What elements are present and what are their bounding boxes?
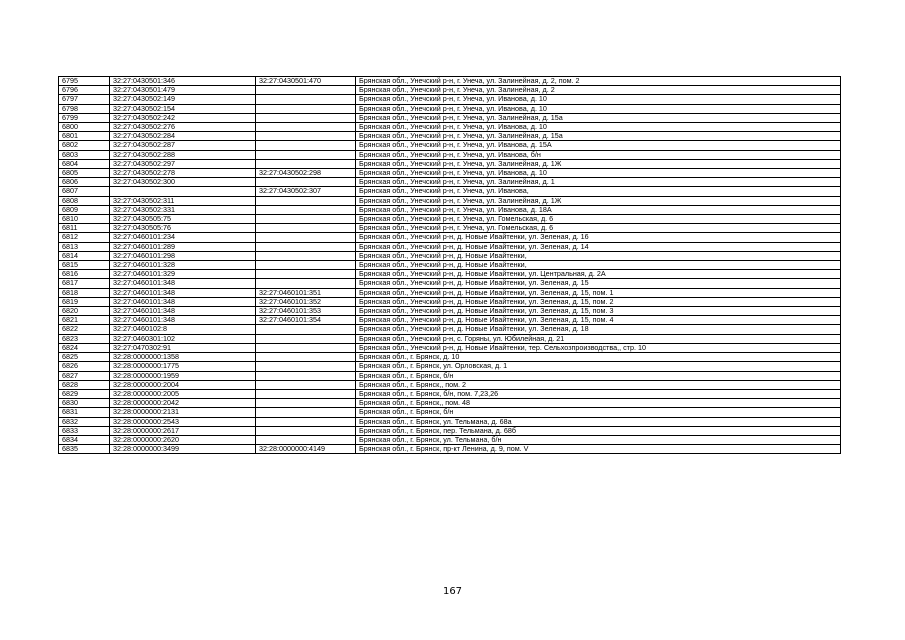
- row-number-cell: 6830: [59, 399, 110, 408]
- row-number-cell: 6822: [59, 325, 110, 334]
- row-number-cell: 6809: [59, 205, 110, 214]
- row-number-cell: 6815: [59, 261, 110, 270]
- address-cell: Брянская обл., Унечский р-н, д. Новые Ивайтенки, ул. Зеленая, д. 15: [356, 279, 841, 288]
- cadastral-number-cell: [110, 187, 256, 196]
- cadastral-number-cell: 32:27:0460101:328: [110, 261, 256, 270]
- row-number-cell: 6821: [59, 316, 110, 325]
- table-row: [59, 95, 841, 104]
- cadastral-number-cell: 32:28:0000000:2005: [110, 389, 256, 398]
- table-row: [59, 371, 841, 380]
- cadastral-number-cell: 32:28:0000000:2620: [110, 435, 256, 444]
- parent-cadastral-cell: [256, 261, 356, 270]
- address-cell: Брянская обл., г. Брянск,, пом. 48: [356, 399, 841, 408]
- cadastral-number-cell: 32:27:0430501:479: [110, 86, 256, 95]
- cadastral-number-cell: 32:27:0470302:91: [110, 343, 256, 352]
- row-number-cell: 6802: [59, 141, 110, 150]
- parent-cadastral-cell: [256, 362, 356, 371]
- table-row: [59, 233, 841, 242]
- row-number-cell: 6799: [59, 113, 110, 122]
- cadastral-number-cell: 32:27:0430502:242: [110, 113, 256, 122]
- parent-cadastral-cell: [256, 178, 356, 187]
- address-cell: Брянская обл., Унечский р-н, г. Унеча, ул. Иванова, д. 18А: [356, 205, 841, 214]
- address-cell: Брянская обл., г. Брянск, б/н, пом. 7,23,26: [356, 389, 841, 398]
- address-cell: Брянская обл., Унечский р-н, г. Унеча, ул. Иванова, д. 15А: [356, 141, 841, 150]
- address-cell: Брянская обл., г. Брянск,, пом. 2: [356, 380, 841, 389]
- table-row: [59, 141, 841, 150]
- row-number-cell: 6798: [59, 104, 110, 113]
- address-cell: Брянская обл., Унечский р-н, г. Унеча, ул. Иванова, д. 10: [356, 169, 841, 178]
- address-cell: Брянская обл., Унечский р-н, г. Унеча, ул. Иванова,: [356, 187, 841, 196]
- cadastral-number-cell: 32:27:0460101:348: [110, 297, 256, 306]
- parent-cadastral-cell: [256, 113, 356, 122]
- table-row: [59, 325, 841, 334]
- address-cell: Брянская обл., Унечский р-н, д. Новые Ивайтенки, ул. Зеленая, д. 15, пом. 1: [356, 288, 841, 297]
- parent-cadastral-cell: [256, 95, 356, 104]
- table-row: [59, 77, 841, 86]
- table-row: [59, 288, 841, 297]
- cadastral-number-cell: 32:27:0430505:75: [110, 215, 256, 224]
- cadastral-number-cell: 32:27:0430502:331: [110, 205, 256, 214]
- address-cell: Брянская обл., Унечский р-н, г. Унеча, ул. Залинейная, д. 2, пом. 2: [356, 77, 841, 86]
- table-row: [59, 132, 841, 141]
- cadastral-number-cell: 32:28:0000000:2617: [110, 426, 256, 435]
- parent-cadastral-cell: [256, 371, 356, 380]
- parent-cadastral-cell: [256, 325, 356, 334]
- parent-cadastral-cell: [256, 205, 356, 214]
- table-row: [59, 123, 841, 132]
- parent-cadastral-cell: [256, 270, 356, 279]
- address-cell: Брянская обл., Унечский р-н, г. Унеча, ул. Залинейная, д. 15а: [356, 132, 841, 141]
- row-number-cell: 6827: [59, 371, 110, 380]
- row-number-cell: 6818: [59, 288, 110, 297]
- address-cell: Брянская обл., Унечский р-н, д. Новые Ивайтенки, ул. Зеленая, д. 15, пом. 4: [356, 316, 841, 325]
- row-number-cell: 6800: [59, 123, 110, 132]
- cadastral-number-cell: 32:27:0460101:234: [110, 233, 256, 242]
- table-row: [59, 343, 841, 352]
- address-cell: Брянская обл., г. Брянск, ул. Тельмана, д. 68а: [356, 417, 841, 426]
- address-cell: Брянская обл., г. Брянск, б/н: [356, 371, 841, 380]
- cadastral-number-cell: 32:27:0460102:8: [110, 325, 256, 334]
- parent-cadastral-cell: [256, 159, 356, 168]
- cadastral-number-cell: 32:28:0000000:1959: [110, 371, 256, 380]
- table-row: [59, 224, 841, 233]
- row-number-cell: 6831: [59, 408, 110, 417]
- address-cell: Брянская обл., Унечский р-н, г. Унеча, ул. Иванова, д. 10: [356, 123, 841, 132]
- row-number-cell: 6825: [59, 353, 110, 362]
- table-row: [59, 435, 841, 444]
- row-number-cell: 6805: [59, 169, 110, 178]
- cadastral-number-cell: 32:27:0460101:348: [110, 307, 256, 316]
- table-row: [59, 297, 841, 306]
- address-cell: Брянская обл., Унечский р-н, д. Новые Ивайтенки,: [356, 261, 841, 270]
- table-row: [59, 307, 841, 316]
- row-number-cell: 6807: [59, 187, 110, 196]
- parent-cadastral-cell: [256, 279, 356, 288]
- address-cell: Брянская обл., Унечский р-н, г. Унеча, ул. Залинейная, д. 2: [356, 86, 841, 95]
- row-number-cell: 6829: [59, 389, 110, 398]
- table-row: [59, 380, 841, 389]
- row-number-cell: 6812: [59, 233, 110, 242]
- table-row: [59, 178, 841, 187]
- cadastral-number-cell: 32:27:0430502:276: [110, 123, 256, 132]
- row-number-cell: 6801: [59, 132, 110, 141]
- table-row: [59, 242, 841, 251]
- row-number-cell: 6795: [59, 77, 110, 86]
- parent-cadastral-cell: [256, 233, 356, 242]
- parent-cadastral-cell: 32:28:0000000:4149: [256, 445, 356, 454]
- parent-cadastral-cell: [256, 150, 356, 159]
- cadastral-number-cell: 32:27:0430501:346: [110, 77, 256, 86]
- cadastral-number-cell: 32:27:0430502:154: [110, 104, 256, 113]
- address-cell: Брянская обл., Унечский р-н, д. Новые Ивайтенки, ул. Зеленая, д. 14: [356, 242, 841, 251]
- parent-cadastral-cell: [256, 435, 356, 444]
- address-cell: Брянская обл., г. Брянск, пер. Тельмана, д. 68б: [356, 426, 841, 435]
- cadastral-number-cell: 32:27:0430502:284: [110, 132, 256, 141]
- table-row: [59, 205, 841, 214]
- cadastral-number-cell: 32:28:0000000:2042: [110, 399, 256, 408]
- row-number-cell: 6826: [59, 362, 110, 371]
- table-row: [59, 113, 841, 122]
- table-row: [59, 408, 841, 417]
- cadastral-number-cell: 32:27:0430505:76: [110, 224, 256, 233]
- cadastral-number-cell: 32:28:0000000:1775: [110, 362, 256, 371]
- table-row: [59, 150, 841, 159]
- table-row: [59, 353, 841, 362]
- parent-cadastral-cell: 32:27:0430502:298: [256, 169, 356, 178]
- address-cell: Брянская обл., Унечский р-н, с. Горяны, ул. Юбилейная, д. 21: [356, 334, 841, 343]
- parent-cadastral-cell: [256, 353, 356, 362]
- table-row: [59, 445, 841, 454]
- cadastral-number-cell: 32:27:0430502:300: [110, 178, 256, 187]
- parent-cadastral-cell: 32:27:0430501:470: [256, 77, 356, 86]
- row-number-cell: 6811: [59, 224, 110, 233]
- table-row: [59, 316, 841, 325]
- table-row: [59, 251, 841, 260]
- row-number-cell: 6835: [59, 445, 110, 454]
- row-number-cell: 6803: [59, 150, 110, 159]
- parent-cadastral-cell: [256, 426, 356, 435]
- cadastral-number-cell: 32:28:0000000:3499: [110, 445, 256, 454]
- table-row: [59, 362, 841, 371]
- parent-cadastral-cell: [256, 215, 356, 224]
- cadastral-number-cell: 32:28:0000000:1358: [110, 353, 256, 362]
- parent-cadastral-cell: 32:27:0460101:352: [256, 297, 356, 306]
- address-cell: Брянская обл., Унечский р-н, г. Унеча, ул. Иванова, б/н: [356, 150, 841, 159]
- parent-cadastral-cell: 32:27:0460101:354: [256, 316, 356, 325]
- address-cell: Брянская обл., Унечский р-н, д. Новые Ивайтенки, ул. Зеленая, д. 15, пом. 2: [356, 297, 841, 306]
- parent-cadastral-cell: 32:27:0460101:353: [256, 307, 356, 316]
- parent-cadastral-cell: [256, 343, 356, 352]
- cadastral-number-cell: 32:27:0460101:329: [110, 270, 256, 279]
- address-cell: Брянская обл., г. Брянск, д. 10: [356, 353, 841, 362]
- address-cell: Брянская обл., Унечский р-н, д. Новые Ивайтенки, ул. Зеленая, д. 16: [356, 233, 841, 242]
- cadastral-number-cell: 32:27:0460101:289: [110, 242, 256, 251]
- row-number-cell: 6806: [59, 178, 110, 187]
- table-row: [59, 187, 841, 196]
- table-body: [59, 77, 841, 454]
- parent-cadastral-cell: 32:27:0460101:351: [256, 288, 356, 297]
- cadastral-number-cell: 32:27:0460101:298: [110, 251, 256, 260]
- cadastral-number-cell: 32:27:0460301:102: [110, 334, 256, 343]
- row-number-cell: 6808: [59, 196, 110, 205]
- address-cell: Брянская обл., Унечский р-н, г. Унеча, ул. Залинейная, д. 1Ж: [356, 196, 841, 205]
- address-cell: Брянская обл., Унечский р-н, д. Новые Ивайтенки, ул. Зеленая, д. 18: [356, 325, 841, 334]
- row-number-cell: 6823: [59, 334, 110, 343]
- row-number-cell: 6804: [59, 159, 110, 168]
- parent-cadastral-cell: [256, 380, 356, 389]
- row-number-cell: 6817: [59, 279, 110, 288]
- address-cell: Брянская обл., г. Брянск, ул. Тельмана, б/н: [356, 435, 841, 444]
- cadastral-number-cell: 32:27:0430502:278: [110, 169, 256, 178]
- table-row: [59, 159, 841, 168]
- parent-cadastral-cell: [256, 389, 356, 398]
- row-number-cell: 6816: [59, 270, 110, 279]
- address-cell: Брянская обл., Унечский р-н, д. Новые Ивайтенки, ул. Зеленая, д. 15, пом. 3: [356, 307, 841, 316]
- property-registry-table: [58, 76, 841, 454]
- parent-cadastral-cell: [256, 399, 356, 408]
- row-number-cell: 6819: [59, 297, 110, 306]
- address-cell: Брянская обл., Унечский р-н, г. Унеча, ул. Залинейная, д. 1Ж: [356, 159, 841, 168]
- parent-cadastral-cell: [256, 334, 356, 343]
- table-row: [59, 86, 841, 95]
- table-row: [59, 399, 841, 408]
- row-number-cell: 6833: [59, 426, 110, 435]
- address-cell: Брянская обл., Унечский р-н, г. Унеча, ул. Гомельская, д. 6: [356, 215, 841, 224]
- address-cell: Брянская обл., Унечский р-н, г. Унеча, ул. Иванова, д. 10: [356, 104, 841, 113]
- cadastral-number-cell: 32:27:0430502:149: [110, 95, 256, 104]
- table-row: [59, 279, 841, 288]
- parent-cadastral-cell: [256, 132, 356, 141]
- cadastral-number-cell: 32:27:0460101:348: [110, 279, 256, 288]
- cadastral-number-cell: 32:27:0460101:348: [110, 288, 256, 297]
- cadastral-number-cell: 32:27:0460101:348: [110, 316, 256, 325]
- row-number-cell: 6810: [59, 215, 110, 224]
- cadastral-number-cell: 32:28:0000000:2131: [110, 408, 256, 417]
- parent-cadastral-cell: [256, 251, 356, 260]
- table-row: [59, 215, 841, 224]
- table-row: [59, 389, 841, 398]
- row-number-cell: 6796: [59, 86, 110, 95]
- table-row: [59, 261, 841, 270]
- row-number-cell: 6832: [59, 417, 110, 426]
- cadastral-number-cell: 32:28:0000000:2543: [110, 417, 256, 426]
- row-number-cell: 6820: [59, 307, 110, 316]
- parent-cadastral-cell: [256, 417, 356, 426]
- row-number-cell: 6814: [59, 251, 110, 260]
- address-cell: Брянская обл., Унечский р-н, г. Унеча, ул. Залинейная, д. 1: [356, 178, 841, 187]
- parent-cadastral-cell: [256, 141, 356, 150]
- parent-cadastral-cell: 32:27:0430502:307: [256, 187, 356, 196]
- row-number-cell: 6824: [59, 343, 110, 352]
- cadastral-number-cell: 32:27:0430502:288: [110, 150, 256, 159]
- row-number-cell: 6834: [59, 435, 110, 444]
- table-row: [59, 104, 841, 113]
- cadastral-number-cell: 32:27:0430502:297: [110, 159, 256, 168]
- table-row: [59, 270, 841, 279]
- parent-cadastral-cell: [256, 196, 356, 205]
- parent-cadastral-cell: [256, 224, 356, 233]
- address-cell: Брянская обл., г. Брянск, б/н: [356, 408, 841, 417]
- address-cell: Брянская обл., Унечский р-н, г. Унеча, ул. Гомельская, д. 6: [356, 224, 841, 233]
- cadastral-number-cell: 32:27:0430502:311: [110, 196, 256, 205]
- address-cell: Брянская обл., Унечский р-н, д. Новые Ивайтенки, тер. Сельхозпроизводства,, стр. 10: [356, 343, 841, 352]
- parent-cadastral-cell: [256, 86, 356, 95]
- row-number-cell: 6813: [59, 242, 110, 251]
- parent-cadastral-cell: [256, 104, 356, 113]
- address-cell: Брянская обл., Унечский р-н, д. Новые Ивайтенки,: [356, 251, 841, 260]
- address-cell: Брянская обл., Унечский р-н, г. Унеча, ул. Залинейная, д. 15а: [356, 113, 841, 122]
- cadastral-number-cell: 32:27:0430502:287: [110, 141, 256, 150]
- page-number: 167: [442, 586, 463, 597]
- parent-cadastral-cell: [256, 408, 356, 417]
- table-row: [59, 417, 841, 426]
- table-row: [59, 426, 841, 435]
- table-row: [59, 334, 841, 343]
- parent-cadastral-cell: [256, 242, 356, 251]
- address-cell: Брянская обл., Унечский р-н, г. Унеча, ул. Иванова, д. 10: [356, 95, 841, 104]
- table-row: [59, 169, 841, 178]
- row-number-cell: 6797: [59, 95, 110, 104]
- parent-cadastral-cell: [256, 123, 356, 132]
- address-cell: Брянская обл., Унечский р-н, д. Новые Ивайтенки, ул. Центральная, д. 2А: [356, 270, 841, 279]
- table-row: [59, 196, 841, 205]
- row-number-cell: 6828: [59, 380, 110, 389]
- cadastral-number-cell: 32:28:0000000:2004: [110, 380, 256, 389]
- address-cell: Брянская обл., г. Брянск, пр-кт Ленина, д. 9, пом. V: [356, 445, 841, 454]
- address-cell: Брянская обл., г. Брянск, ул. Орловская, д. 1: [356, 362, 841, 371]
